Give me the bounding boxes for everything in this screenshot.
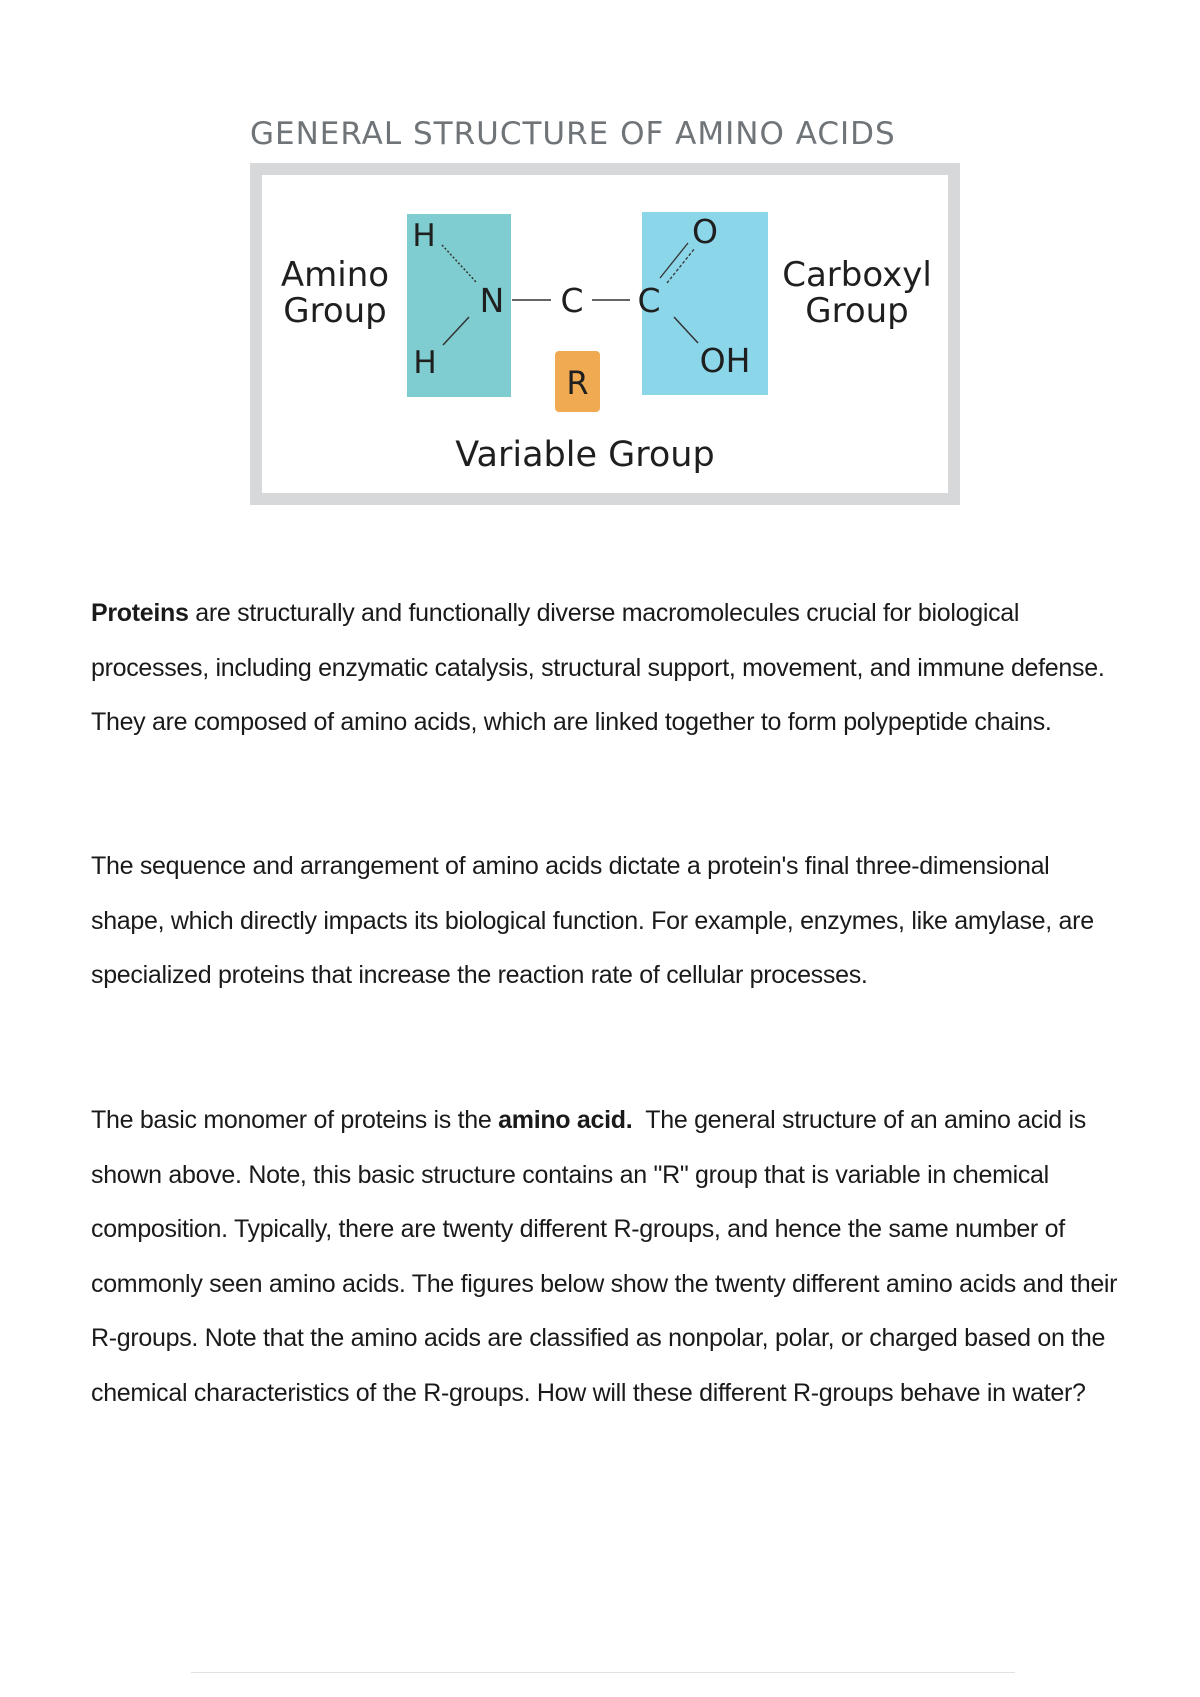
paragraph-3-text: The general structure of an amino acid is shown above. Note, this basic structure contains an "R" group that is variable in chemical composition. Typically, there are twenty different R-groups, and hence the same number of commonly seen amino acids. The figures below show the twenty different amino acids and their R-groups. Note that the amino acids are classified as nonpolar, polar, or charged based on the chemical characteristics of the R-groups. How will these different R-groups behave in water? bbox=[91, 1106, 1124, 1407]
atom-c-carboxyl: C bbox=[637, 281, 661, 320]
atom-n: N bbox=[479, 281, 505, 320]
amino-group-label-line1: Amino bbox=[280, 255, 390, 295]
atom-h-bottom: H bbox=[413, 345, 437, 381]
paragraph-proteins bbox=[91, 586, 1121, 750]
amino-acid-term: amino acid. bbox=[498, 1106, 633, 1134]
variable-group-label: Variable Group bbox=[455, 435, 715, 475]
figure-title: GENERAL STRUCTURE OF AMINO ACIDS bbox=[250, 116, 896, 152]
atom-o: O bbox=[692, 212, 718, 251]
atom-oh: OH bbox=[699, 341, 751, 380]
paragraph-3-lead: The basic monomer of proteins is the bbox=[91, 1106, 499, 1134]
amino-acid-structure-figure bbox=[250, 163, 960, 505]
amino-group-label-line2: Group bbox=[283, 291, 387, 331]
carboxyl-group-label-line2: Group bbox=[805, 291, 909, 331]
atom-r: R bbox=[566, 364, 589, 402]
structure-diagram bbox=[262, 175, 948, 493]
paragraph-monomer bbox=[91, 1093, 1124, 1420]
proteins-term: Proteins bbox=[91, 599, 189, 627]
carboxyl-group-label-line1: Carboxyl bbox=[782, 255, 932, 295]
atom-c-alpha: C bbox=[560, 281, 584, 320]
paragraph-1-text: are structurally and functionally diverse macromolecules crucial for biological processes, including enzymatic catalysis, structural support, movement, and immune defense. They are composed of amino acids, which are linked together to form polypeptide chains. bbox=[91, 599, 1105, 736]
footer-divider bbox=[191, 1672, 1015, 1673]
atom-h-top: H bbox=[412, 218, 436, 254]
paragraph-2-text: The sequence and arrangement of amino acids dictate a protein's final three-dimensional shape, which directly impacts its biological function. For example, enzymes, like amylase, are specialized proteins that increase the reaction rate of cellular processes. bbox=[91, 852, 1094, 989]
paragraph-sequence bbox=[91, 839, 1121, 1003]
